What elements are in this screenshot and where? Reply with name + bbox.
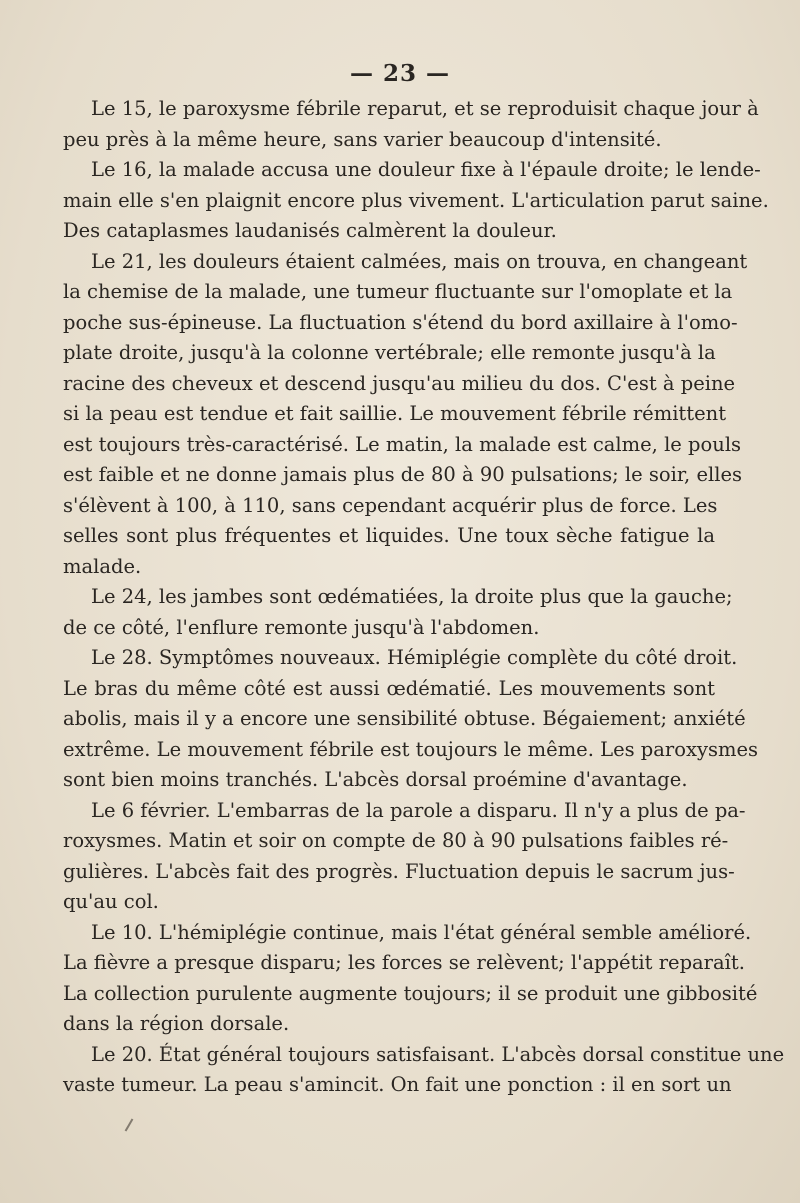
text-line: la chemise de la malade, une tumeur fluctuante sur l'omoplate et la — [63, 280, 733, 303]
text-line: sont bien moins tranchés. L'abcès dorsal proémine d'avantage. — [63, 768, 688, 791]
text-line: Le 16, la malade accusa une douleur fixe à l'épaule droite; le lende- — [91, 158, 761, 181]
text-line: Le 20. État général toujours satisfaisant. L'abcès dorsal constitue une — [91, 1042, 785, 1066]
text-line: Le 24, les jambes sont œdématiées, la droite plus que la gauche; — [91, 585, 733, 608]
text-line: Le 21, les douleurs étaient calmées, mais on trouva, en changeant — [91, 249, 748, 273]
paragraph — [63, 94, 759, 155]
text-line: main elle s'en plaignit encore plus vivement. L'articulation parut saine. — [63, 188, 769, 212]
text-line: La fièvre a presque disparu; les forces se relèvent; l'appétit reparaît. — [63, 951, 745, 974]
text-line: plate droite, jusqu'à la colonne vertébrale; elle remonte jusqu'à la — [63, 341, 716, 364]
text-line: s'élèvent à 100, à 110, sans cependant acquérir plus de force. Les — [63, 493, 718, 517]
paragraph — [63, 582, 733, 643]
paragraph — [63, 918, 758, 1040]
text-line: Le 6 février. L'embarras de la parole a disparu. Il n'y a plus de pa- — [91, 798, 746, 822]
paragraph — [63, 1040, 785, 1101]
text-line: racine des cheveux et descend jusqu'au milieu du dos. C'est à peine — [63, 371, 736, 395]
text-line: si la peau est tendue et fait saillie. Le mouvement fébrile rémittent — [63, 402, 727, 425]
text-line: Le bras du même côté est aussi œdématié. Les mouvements sont — [63, 676, 715, 700]
paragraph — [63, 796, 746, 918]
text-line: Des cataplasmes laudanisés calmèrent la douleur. — [63, 219, 557, 242]
text-line: poche sus-épineuse. La fluctuation s'étend du bord axillaire à l'omo- — [63, 310, 738, 334]
body-text — [63, 94, 785, 1101]
text-line: selles sont plus fréquentes et liquides. Une toux sèche fatigue la — [63, 524, 715, 547]
text-line: malade. — [63, 554, 142, 578]
paragraph — [63, 155, 769, 247]
paragraph — [63, 247, 748, 583]
text-line: qu'au col. — [63, 890, 159, 913]
stray-pencil-mark — [125, 1118, 134, 1131]
text-line: vaste tumeur. La peau s'amincit. On fait une ponction : il en sort un — [63, 1073, 732, 1096]
text-line: Le 15, le paroxysme fébrile reparut, et se reproduisit chaque jour à — [91, 97, 759, 120]
text-line: de ce côté, l'enflure remonte jusqu'à l'abdomen. — [63, 615, 540, 639]
text-line: est toujours très-caractérisé. Le matin, la malade est calme, le pouls — [63, 432, 742, 456]
text-line: Le 28. Symptômes nouveaux. Hémiplégie complète du côté droit. — [91, 646, 738, 669]
text-line: roxysmes. Matin et soir on compte de 80 à 90 pulsations faibles ré- — [63, 829, 729, 852]
text-line: gulières. L'abcès fait des progrès. Fluctuation depuis le sacrum jus- — [63, 859, 735, 883]
text-line: extrême. Le mouvement fébrile est toujours le même. Les paroxysmes — [63, 737, 759, 761]
text-line: dans la région dorsale. — [63, 1012, 290, 1035]
text-line: est faible et ne donne jamais plus de 80 à 90 pulsations; le soir, elles — [63, 463, 743, 486]
text-line: peu près à la même heure, sans varier beaucoup d'intensité. — [63, 127, 662, 151]
text-line: Le 10. L'hémiplégie continue, mais l'état général semble amélioré. — [91, 920, 752, 944]
text-line: abolis, mais il y a encore une sensibilité obtuse. Bégaiement; anxiété — [63, 707, 746, 730]
page-number: — 23 — — [349, 60, 451, 87]
text-line: La collection purulente augmente toujours; il se produit une gibbosité — [63, 981, 758, 1005]
paragraph — [63, 643, 759, 796]
